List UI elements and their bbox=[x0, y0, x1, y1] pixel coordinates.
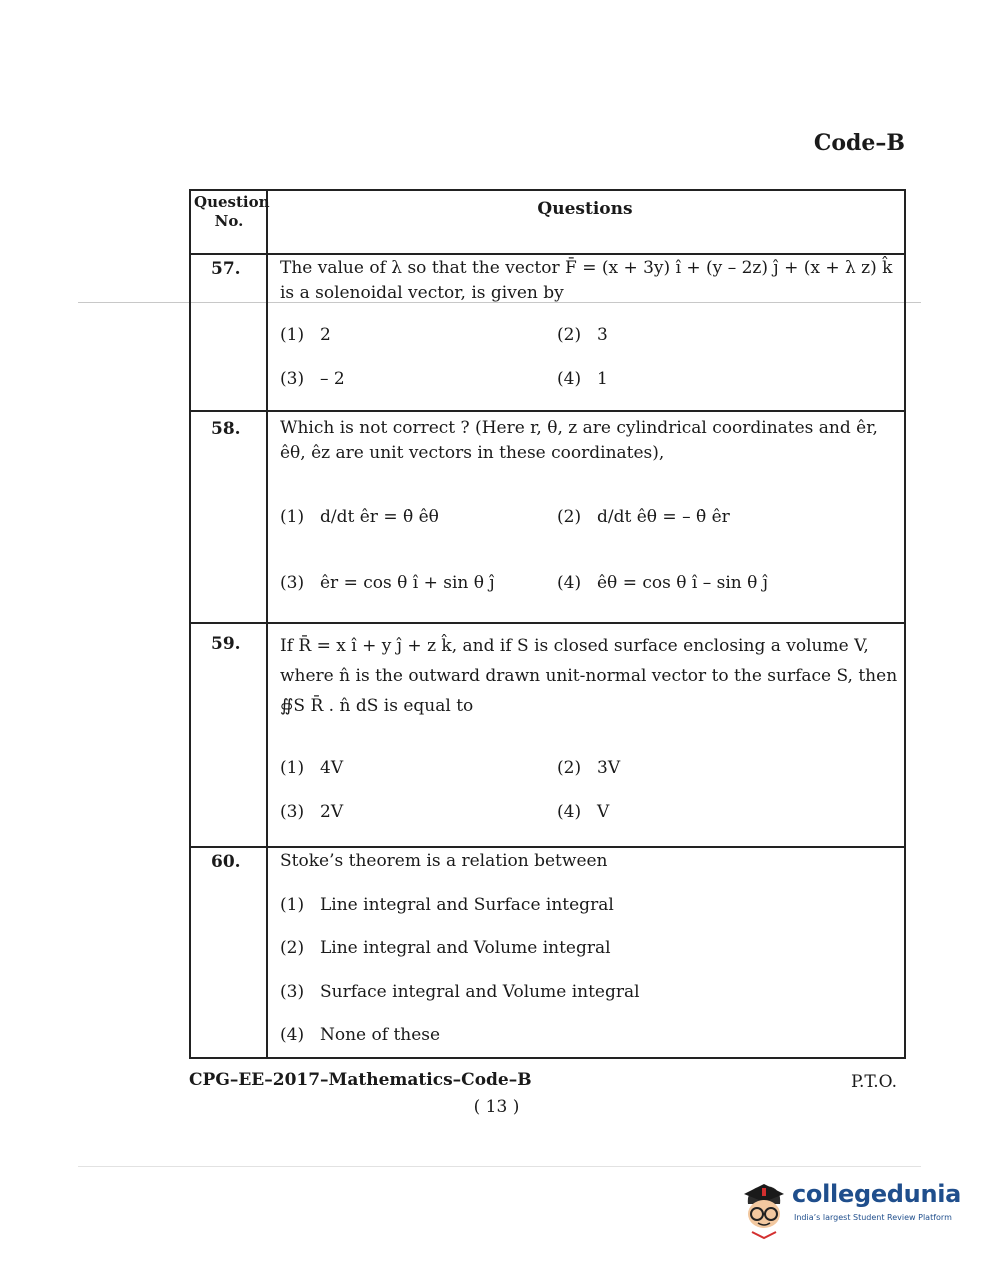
option-value: V bbox=[597, 802, 610, 822]
option-value: Surface integral and Volume integral bbox=[320, 982, 640, 1002]
option-value: 1 bbox=[597, 369, 608, 389]
option-number: (1) bbox=[280, 895, 305, 915]
option-number: (3) bbox=[280, 369, 305, 389]
question-text: The value of λ so that the vector F̄ = (x + 3y) î + (y – 2z) ĵ + (x + λ z) k̂ is a solenoidal vector, is given by bbox=[280, 258, 893, 303]
header-question-no: Question No. bbox=[194, 193, 270, 230]
option bbox=[557, 758, 620, 778]
option-value: Line integral and Surface integral bbox=[320, 895, 614, 915]
option bbox=[557, 507, 730, 527]
column-separator bbox=[266, 191, 268, 1057]
option-number: (2) bbox=[557, 758, 582, 778]
option-value: 4V bbox=[320, 758, 344, 778]
header-questions: Questions bbox=[537, 199, 633, 219]
code-label: Code–B bbox=[813, 130, 905, 156]
option-number: (3) bbox=[280, 982, 305, 1002]
question-text: If R̄ = x î + y ĵ + z k̂, and if S is closed surface enclosing a volume V, where n̂ is the outward drawn unit-normal vector to the surface S, then ∯S R̄ . n̂ dS is equal to bbox=[280, 636, 898, 716]
option-value: d/dt êθ = – θ̇ êr bbox=[597, 507, 730, 527]
option-number: (1) bbox=[280, 758, 305, 778]
option bbox=[280, 573, 495, 593]
option bbox=[280, 758, 343, 778]
question-number: 58. bbox=[211, 419, 241, 439]
option bbox=[557, 573, 768, 593]
option bbox=[280, 802, 343, 822]
option-value: – 2 bbox=[320, 369, 345, 389]
option bbox=[280, 325, 331, 345]
option-number: (1) bbox=[280, 325, 305, 345]
scan-line bbox=[78, 1166, 921, 1167]
option-value: 3V bbox=[597, 758, 621, 778]
question-text: Which is not correct ? (Here r, θ, z are cylindrical coordinates and êr, êθ, êz are unit vectors in these coordinates), bbox=[280, 418, 878, 463]
page-number: ( 13 ) bbox=[473, 1097, 520, 1117]
option bbox=[280, 938, 611, 958]
option-value: d/dt êr = θ̇ êθ bbox=[320, 507, 439, 527]
option bbox=[557, 802, 609, 822]
option-number: (4) bbox=[557, 573, 582, 593]
logo-tagline: India’s largest Student Review Platform bbox=[794, 1213, 952, 1222]
option-number: (4) bbox=[557, 802, 582, 822]
question-number: 60. bbox=[211, 852, 241, 872]
option-value: 2V bbox=[320, 802, 344, 822]
row-separator bbox=[191, 410, 904, 412]
question-number: 59. bbox=[211, 634, 241, 654]
mascot-icon bbox=[738, 1178, 790, 1242]
option-number: (2) bbox=[280, 938, 305, 958]
row-separator bbox=[191, 622, 904, 624]
option-number: (1) bbox=[280, 507, 305, 527]
option bbox=[280, 369, 345, 389]
option bbox=[280, 982, 640, 1002]
paper-code: CPG–EE–2017–Mathematics–Code–B bbox=[189, 1070, 532, 1090]
logo-name: collegedunia bbox=[792, 1180, 962, 1208]
option bbox=[557, 325, 608, 345]
question-number: 57. bbox=[211, 259, 241, 279]
option bbox=[280, 507, 439, 527]
option-value: 2 bbox=[320, 325, 331, 345]
question-text: Stoke’s theorem is a relation between bbox=[280, 851, 608, 871]
option-value: Line integral and Volume integral bbox=[320, 938, 611, 958]
option-number: (2) bbox=[557, 325, 582, 345]
option bbox=[557, 369, 608, 389]
collegedunia-logo bbox=[738, 1178, 966, 1242]
option bbox=[280, 895, 614, 915]
option-number: (2) bbox=[557, 507, 582, 527]
row-separator bbox=[191, 253, 904, 255]
option-value: None of these bbox=[320, 1025, 441, 1045]
option-number: (3) bbox=[280, 802, 305, 822]
row-separator bbox=[191, 846, 904, 848]
option-value: êr = cos θ î + sin θ ĵ bbox=[320, 573, 495, 593]
option-number: (3) bbox=[280, 573, 305, 593]
option-number: (4) bbox=[557, 369, 582, 389]
pto-label: P.T.O. bbox=[851, 1072, 897, 1092]
questions-table bbox=[189, 189, 906, 1059]
option-value: êθ = cos θ î – sin θ ĵ bbox=[597, 573, 769, 593]
option-number: (4) bbox=[280, 1025, 305, 1045]
option bbox=[280, 1025, 440, 1045]
option-value: 3 bbox=[597, 325, 608, 345]
